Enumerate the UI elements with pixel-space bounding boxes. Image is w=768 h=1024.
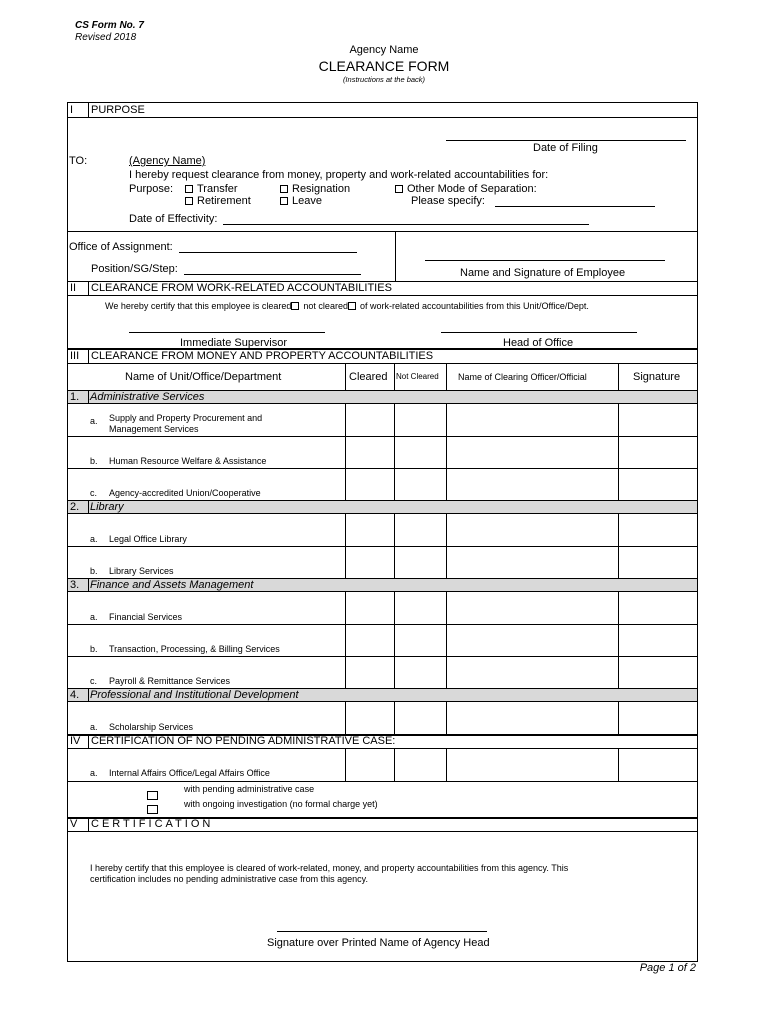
- item-name: Financial Services: [109, 612, 183, 622]
- certify-text: not cleared: [303, 301, 348, 311]
- divider: [345, 403, 346, 500]
- pending-case-label: with pending administrative case: [184, 784, 315, 794]
- group-name: Administrative Services: [90, 391, 205, 403]
- divider: [68, 701, 697, 702]
- divider: [68, 748, 697, 749]
- divider: [68, 295, 697, 296]
- option-transfer[interactable]: [185, 183, 238, 195]
- divider: [68, 231, 697, 232]
- item-name: Payroll & Remittance Services: [109, 676, 231, 686]
- divider: [446, 748, 447, 781]
- divider: [394, 591, 395, 688]
- divider: [68, 513, 697, 514]
- divider: [618, 591, 619, 688]
- divider: [446, 403, 447, 500]
- purpose-label: Purpose:: [129, 183, 174, 195]
- table-row: [68, 624, 697, 625]
- certify-text: We hereby certify that this employee is cleared: [105, 301, 292, 311]
- divider: [345, 591, 346, 688]
- to-label: TO:: [69, 155, 88, 167]
- option-label: Resignation: [292, 183, 351, 195]
- divider: [68, 363, 697, 364]
- page-number: Page 1 of 2: [639, 962, 696, 974]
- divider: [394, 363, 395, 390]
- item-letter: c.: [90, 676, 98, 686]
- group-number: 4.: [70, 689, 80, 701]
- divider: [394, 403, 395, 500]
- section-title: CERTIFICATION OF NO PENDING ADMINISTRATIVE CASE:: [91, 735, 396, 747]
- option-retirement[interactable]: [185, 195, 251, 207]
- divider: [618, 363, 619, 390]
- to-agency: (Agency Name): [129, 155, 206, 167]
- item-name: Transaction, Processing, & Billing Services: [109, 644, 280, 654]
- agency-head-signature-label: Signature over Printed Name of Agency Head: [267, 937, 490, 949]
- checkbox[interactable]: [280, 185, 288, 193]
- certify-statement: [105, 301, 589, 311]
- item-letter: a.: [90, 768, 98, 778]
- head-signature-line[interactable]: [441, 332, 637, 333]
- table-row: [68, 546, 697, 547]
- item-name: Legal Office Library: [109, 534, 187, 544]
- certification-text: certification includes no pending administrative case from this agency.: [90, 874, 368, 884]
- date-filing-line[interactable]: [446, 140, 686, 141]
- divider: [68, 688, 697, 689]
- item-letter: a.: [90, 534, 98, 544]
- option-label: Leave: [292, 195, 322, 207]
- checkbox[interactable]: [280, 197, 288, 205]
- divider: [88, 390, 89, 403]
- agency-name: Agency Name: [349, 44, 419, 56]
- item-letter: a.: [90, 416, 98, 426]
- position-label: Position/SG/Step:: [91, 263, 178, 275]
- divider: [68, 500, 697, 501]
- option-label: Other Mode of Separation:: [407, 183, 537, 195]
- col-unit-header: Name of Unit/Office/Department: [125, 371, 282, 383]
- item-name: Internal Affairs Office/Legal Affairs Office: [109, 768, 270, 778]
- divider: [88, 500, 89, 513]
- cleared-checkbox[interactable]: [291, 302, 299, 310]
- divider: [68, 117, 697, 118]
- table-row: [68, 468, 697, 469]
- divider: [394, 513, 395, 578]
- divider: [68, 591, 697, 592]
- divider: [446, 591, 447, 688]
- certification-text: I hereby certify that this employee is cleared of work-related, money, and property accountabilities from this agency. This: [90, 863, 569, 873]
- item-name: Scholarship Services: [109, 722, 194, 732]
- item-letter: a.: [90, 612, 98, 622]
- agency-head-signature-line[interactable]: [277, 931, 487, 932]
- divider: [88, 349, 89, 363]
- divider: [345, 363, 346, 390]
- group-number: 1.: [70, 391, 80, 403]
- divider: [68, 578, 697, 579]
- item-letter: b.: [90, 644, 98, 654]
- option-label: Retirement: [197, 195, 251, 207]
- item-name: Supply and Property Procurement and: [109, 413, 263, 423]
- employee-signature-label: Name and Signature of Employee: [460, 267, 626, 279]
- ongoing-investigation-label: with ongoing investigation (no formal charge yet): [184, 799, 378, 809]
- head-of-office-label: Head of Office: [503, 337, 574, 349]
- position-line[interactable]: [184, 274, 361, 275]
- group-number: 3.: [70, 579, 80, 591]
- item-name: Library Services: [109, 566, 174, 576]
- divider: [394, 748, 395, 781]
- divider: [345, 513, 346, 578]
- section-number: IV: [70, 735, 81, 747]
- divider: [395, 231, 396, 281]
- option-resignation[interactable]: [280, 183, 350, 195]
- checkbox[interactable]: [395, 185, 403, 193]
- group-name: Library: [90, 501, 124, 513]
- option-label: Transfer: [197, 183, 238, 195]
- col-not-cleared-header: Not Cleared: [396, 372, 439, 381]
- form-title: CLEARANCE FORM: [318, 58, 450, 74]
- divider: [68, 390, 697, 391]
- instructions-note: (Instructions at the back): [342, 75, 426, 84]
- section-title: PURPOSE: [91, 104, 145, 116]
- please-specify-label: Please specify:: [411, 195, 485, 207]
- section-title: CLEARANCE FROM WORK-RELATED ACCOUNTABILITIES: [91, 282, 392, 294]
- section-number: III: [70, 350, 80, 362]
- item-name: Agency-accredited Union/Cooperative: [109, 488, 261, 498]
- item-name-continued: Management Services: [109, 424, 199, 434]
- divider: [345, 701, 346, 734]
- item-letter: b.: [90, 456, 98, 466]
- divider: [68, 781, 697, 782]
- office-of-assignment-label: Office of Assignment:: [69, 241, 173, 253]
- option-other[interactable]: [395, 183, 537, 195]
- not-cleared-checkbox[interactable]: [348, 302, 356, 310]
- divider: [88, 688, 89, 701]
- divider: [345, 748, 346, 781]
- form-frame: [67, 102, 698, 962]
- option-leave[interactable]: [280, 195, 322, 207]
- date-of-effectivity-label: Date of Effectivity:: [129, 213, 218, 225]
- checkbox[interactable]: [185, 185, 193, 193]
- request-text: I hereby request clearance from money, property and work-related accountabilities for:: [129, 169, 549, 181]
- divider: [618, 403, 619, 500]
- table-row: [68, 656, 697, 657]
- divider: [68, 403, 697, 404]
- item-name: Human Resource Welfare & Assistance: [109, 456, 267, 466]
- divider: [88, 281, 89, 295]
- employee-signature-line[interactable]: [425, 260, 665, 261]
- revision-note: Revised 2018: [75, 32, 137, 43]
- divider: [618, 748, 619, 781]
- effectivity-line[interactable]: [223, 224, 589, 225]
- divider: [394, 701, 395, 734]
- group-number: 2.: [70, 501, 80, 513]
- section-number: I: [70, 104, 74, 116]
- divider: [88, 103, 89, 117]
- section-number: V: [70, 818, 78, 830]
- col-cleared-header: Cleared: [349, 371, 388, 383]
- group-bar: [68, 500, 697, 513]
- section-title: CERTIFICATION: [91, 818, 214, 830]
- divider: [68, 831, 697, 832]
- group-name: Finance and Assets Management: [90, 579, 254, 591]
- table-row: [68, 436, 697, 437]
- divider: [446, 513, 447, 578]
- divider: [618, 701, 619, 734]
- office-line[interactable]: [179, 252, 357, 253]
- divider: [446, 701, 447, 734]
- divider: [446, 363, 447, 390]
- checkbox[interactable]: [185, 197, 193, 205]
- supervisor-signature-line[interactable]: [129, 332, 325, 333]
- divider: [618, 513, 619, 578]
- divider: [88, 578, 89, 591]
- date-of-filing-label: Date of Filing: [533, 142, 598, 154]
- group-name: Professional and Institutional Development: [90, 689, 299, 701]
- item-letter: b.: [90, 566, 98, 576]
- certify-text: of work-related accountabilities from this Unit/Office/Dept.: [359, 301, 589, 311]
- item-letter: a.: [90, 722, 98, 732]
- section-number: II: [70, 282, 77, 294]
- immediate-supervisor-label: Immediate Supervisor: [180, 337, 287, 349]
- form-number: CS Form No. 7: [75, 20, 144, 31]
- divider: [88, 818, 89, 831]
- section-title: CLEARANCE FROM MONEY AND PROPERTY ACCOUNTABILITIES: [91, 350, 434, 362]
- col-signature-header: Signature: [633, 371, 681, 383]
- divider: [88, 735, 89, 748]
- col-officer-header: Name of Clearing Officer/Official: [458, 372, 587, 382]
- item-letter: c.: [90, 488, 98, 498]
- specify-line[interactable]: [495, 206, 655, 207]
